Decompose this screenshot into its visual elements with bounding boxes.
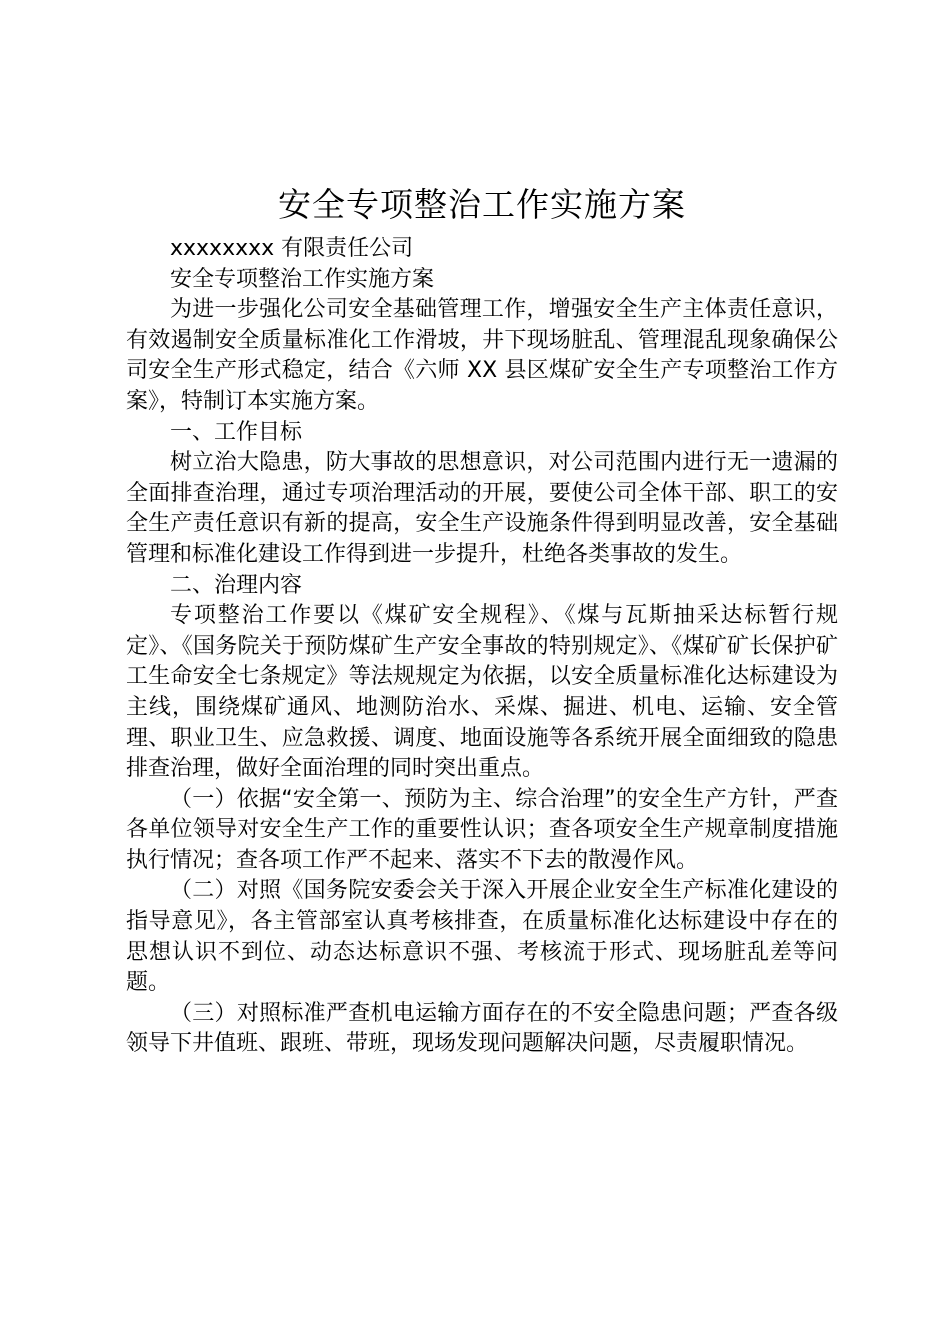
section-heading-goals: 一、工作目标	[170, 419, 303, 445]
intro-paragraph: 为进一步强化公司安全基础管理工作，增强安全生产主体责任意识，有效遏制安全质量标准化工作滑坡，井下现场脏乱、管理混乱现象确保公司安全生产形式稳定，结合《六师 XX 县区煤矿安全生产专项整治工作方案》，特制订本实施方案。	[126, 297, 838, 414]
company-name-line: xxxxxxxx 有限责任公司	[170, 236, 414, 261]
section-heading-content: 二、治理内容	[170, 572, 303, 598]
item-1-paragraph: （一）依据“安全第一、预防为主、综合治理”的安全生产方针，严查各单位领导对安全生产工作的重要性认识；查各项安全生产规章制度措施执行情况；查各项工作严不起来、落实不下去的散漫作风。	[126, 786, 838, 873]
document-title: 安全专项整治工作实施方案	[278, 185, 686, 224]
item-3-paragraph: （三）对照标准严查机电运输方面存在的不安全隐患问题；严查各级领导下井值班、跟班、带班，现场发现问题解决问题，尽责履职情况。	[126, 1000, 838, 1057]
goals-paragraph: 树立治大隐患，防大事故的思想意识，对公司范围内进行无一遗漏的全面排查治理，通过专项治理活动的开展，要使公司全体干部、职工的安全生产责任意识有新的提高，安全生产设施条件得到明显改善，安全基础管理和标准化建设工作得到进一步提升，杜绝各类事故的发生。	[126, 450, 838, 567]
plan-name-line: 安全专项整治工作实施方案	[170, 266, 435, 292]
document-page	[126, 180, 838, 1060]
content-paragraph: 专项整治工作要以《煤矿安全规程》、《煤与瓦斯抽采达标暂行规定》、《国务院关于预防煤矿生产安全事故的特别规定》、《煤矿矿长保护矿工生命安全七条规定》等法规规定为依据，以安全质量标准化达标建设为主线，围绕煤矿通风、地测防治水、采煤、掘进、机电、运输、安全管理、职业卫生、应急救援、调度、地面设施等各系统开展全面细致的隐患排查治理，做好全面治理的同时突出重点。	[126, 603, 838, 782]
item-2-paragraph: （二）对照《国务院安委会关于深入开展企业安全生产标准化建设的指导意见》，各主管部室认真考核排查，在质量标准化达标建设中存在的思想认识不到位、动态达标意识不强、考核流于形式、现场脏乱差等问题。	[126, 878, 838, 996]
